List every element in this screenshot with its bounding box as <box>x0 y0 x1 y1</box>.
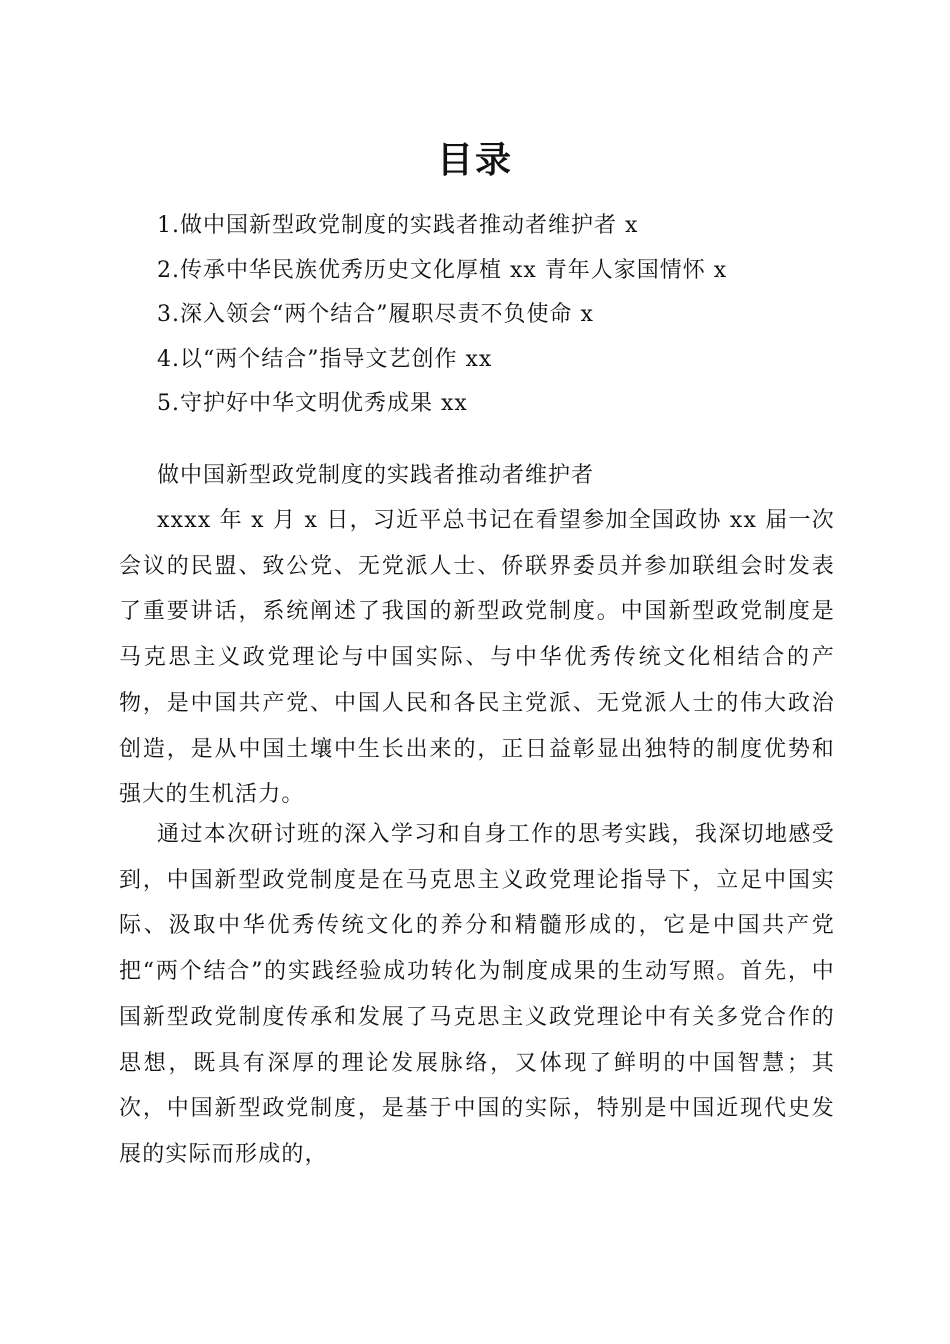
toc-item-5: 5.守护好中华文明优秀成果 xx <box>157 391 468 416</box>
toc-item-3: 3.深入领会“两个结合”履职尽责不负使命 x <box>157 302 594 327</box>
body-paragraph-2: 通过本次研讨班的深入学习和自身工作的思考实践，我深切地感受到，中国新型政党制度是在马克思主义政党理论指导下，立足中国实际、汲取中华优秀传统文化的养分和精髓形成的，它是中国共产党把“两个结合”的实践经验成功转化为制度成果的生动写照。首先，中国新型政党制度传承和发展了马克思主义政党理论中有关多党合作的思想，既具有深厚的理论发展脉络，又体现了鲜明的中国智慧；其次，中国新型政党制度，是基于中国的实际，特别是中国近现代史发展的实际而形成的， <box>119 822 835 1167</box>
body-paragraph-1: xxxx 年 x 月 x 日，习近平总书记在看望参加全国政协 xx 届一次会议的民盟、致公党、无党派人士、侨联界委员并参加联组会时发表了重要讲话，系统阐述了我国的新型政党制度。中国新型政党制度是马克思主义政党理论与中国实际、与中华优秀传统文化相结合的产物，是中国共产党、中国人民和各民主党派、无党派人士的伟大政治创造，是从中国土壤中生长出来的，正日益彰显出独特的制度优势和强大的生机活力。 <box>119 508 835 808</box>
table-of-contents <box>157 204 857 427</box>
toc-item-4: 4.以“两个结合”指导文艺创作 xx <box>157 346 493 372</box>
section-heading: 做中国新型政党制度的实践者推动者维护者 <box>157 463 595 488</box>
document-title: 目录 <box>436 139 513 181</box>
toc-item-1: 1.做中国新型政党制度的实践者推动者维护者 x <box>157 213 639 238</box>
toc-item-2: 2.传承中华民族优秀历史文化厚植 xx 青年人家国情怀 x <box>157 257 728 283</box>
